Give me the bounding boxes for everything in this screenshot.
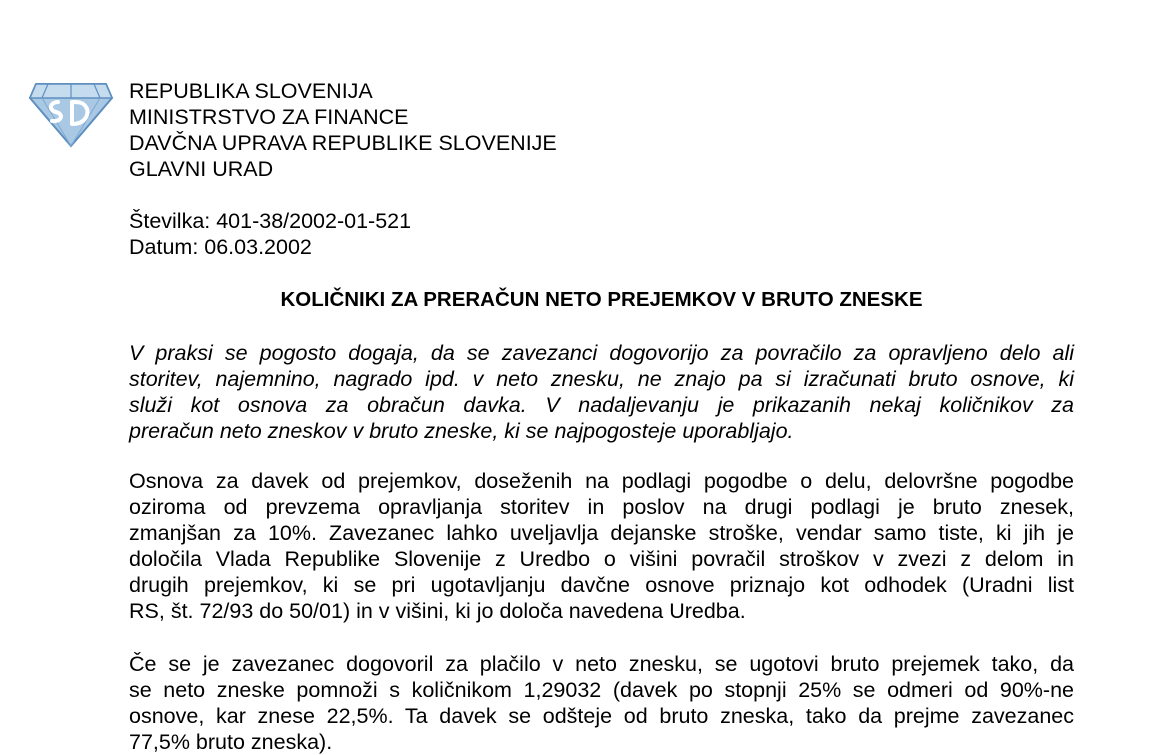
paragraph-line: se neto zneske pomnoži s količnikom 1,29032 (davek po stopnji 25% se odmeri od 90%-ne — [129, 678, 1074, 702]
document-date: Datum: 06.03.2002 — [129, 235, 312, 259]
paragraph-line: V praksi se pogosto dogaja, da se zavezanci dogovorijo za povračilo za opravljeno delo ali — [129, 341, 1074, 365]
paragraph-line: RS, št. 72/93 do 50/01) in v višini, ki jo določa navedena Uredba. — [129, 599, 746, 623]
paragraph-line: Če se je zavezanec dogovoril za plačilo v neto znesku, se ugotovi bruto prejemek tako, da — [129, 652, 1074, 676]
paragraph-line: storitev, najemnino, nagrado ipd. v neto znesku, ne znajo pa si izračunati bruto osnove, ki — [129, 367, 1074, 391]
paragraph-line: 77,5% bruto zneska). — [129, 730, 333, 754]
header-line-main-office: GLAVNI URAD — [129, 157, 274, 181]
header-line-ministry: MINISTRSTVO ZA FINANCE — [129, 105, 409, 129]
header-line-tax-office: DAVČNA UPRAVA REPUBLIKE SLOVENIJE — [129, 131, 557, 155]
document-title: KOLIČNIKI ZA PRERAČUN NETO PREJEMKOV V BRUTO ZNESKE — [280, 288, 923, 311]
issuer-header — [129, 78, 557, 182]
tax-base-paragraph — [129, 468, 1074, 624]
intro-paragraph — [129, 340, 1074, 444]
paragraph-line: zmanjšan za 10%. Zavezanec lahko uveljavlja dejanske stroške, vendar samo tiste, ki jih je — [129, 521, 1074, 545]
paragraph-line: oziroma od prevzema opravljanja storitev in poslov na drugi podlagi je bruto znesek, — [129, 495, 1074, 519]
paragraph-line: Osnova za davek od prejemkov, doseženih na podlagi pogodbe o delu, delovršne pogodbe — [129, 469, 1074, 493]
paragraph-line: drugih prejemkov, ki se pri ugotavljanju davčne osnove priznajo kot odhodek (Uradni list — [129, 573, 1074, 597]
paragraph-line: določila Vlada Republike Slovenije z Uredbo o višini povračil stroškov v zvezi z delom in — [129, 547, 1074, 571]
net-to-gross-paragraph — [129, 651, 1074, 755]
paragraph-line: osnove, kar znese 22,5%. Ta davek se odšteje od bruto zneska, tako da prejme zavezanec — [129, 704, 1074, 728]
document-number: Številka: 401-38/2002-01-521 — [129, 209, 412, 233]
paragraph-line: služi kot osnova za obračun davka. V nadaljevanju je prikazanih nekaj količnikov za — [129, 393, 1074, 417]
header-line-country: REPUBLIKA SLOVENIJA — [129, 79, 373, 103]
duRS-diamond-logo-icon — [28, 80, 114, 148]
document-meta — [129, 208, 411, 260]
paragraph-line: preračun neto zneskov v bruto zneske, ki se najpogosteje uporabljajo. — [129, 419, 794, 443]
